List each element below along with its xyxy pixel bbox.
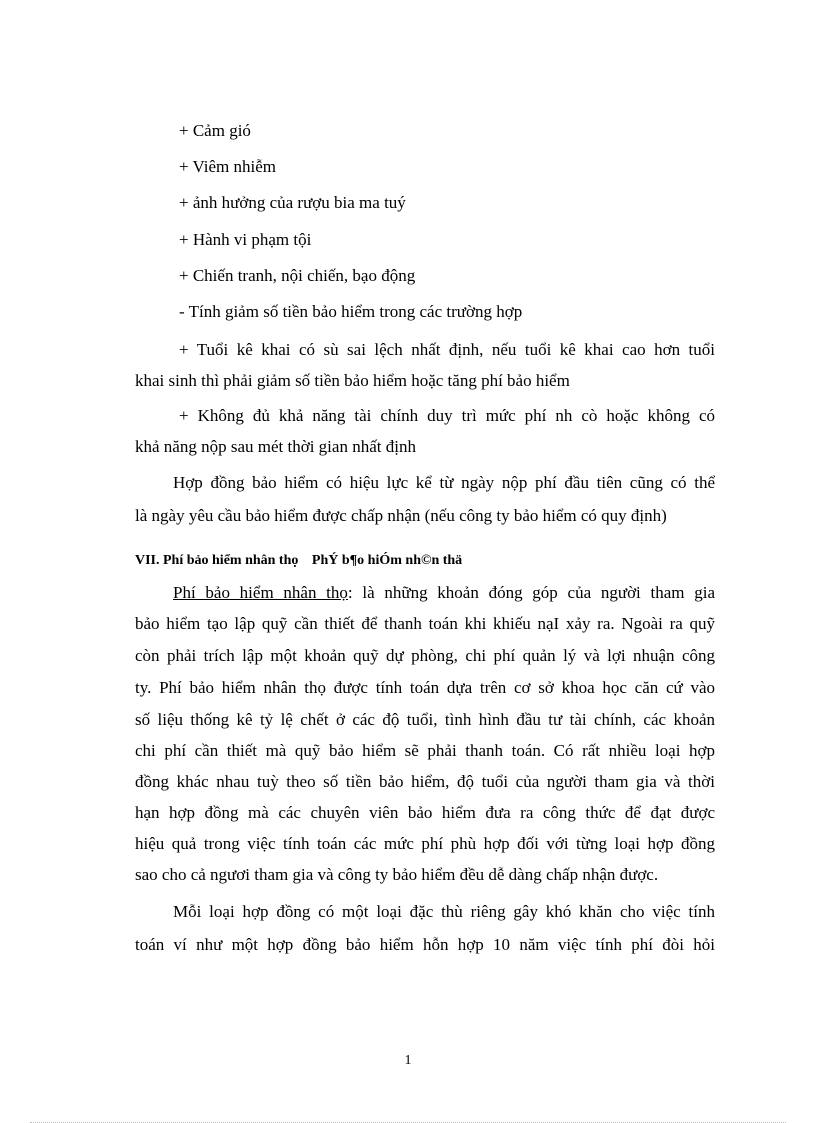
- contract-paragraph-line2: là ngày yêu cầu bảo hiểm được chấp nhận (nếu công ty bảo hiểm có quy định): [135, 506, 667, 525]
- premium-paragraph-line: ty. Phí bảo hiểm nhân thọ được tính toán dựa trên cơ sở khoa học căn cứ vào: [135, 678, 715, 697]
- reduce-item-age-line1: + Tuổi kê khai có sù sai lệch nhất định, nếu tuổi kê khai cao hơn tuổi: [179, 340, 715, 359]
- exclusion-item-war: + Chiến tranh, nội chiến, bạo động: [179, 266, 416, 285]
- premium-paragraph-line: hạn hợp đồng mà các chuyên viên bảo hiểm đưa ra công thức để đạt được: [135, 803, 715, 822]
- premium-paragraph-line: đồng khác nhau tuỳ theo số tiền bảo hiểm, độ tuổi của người tham gia và thời: [135, 772, 715, 791]
- page-number: 1: [404, 1053, 412, 1068]
- exclusion-item-alcohol: + ảnh hưởng của rượu bia ma tuý: [179, 193, 406, 212]
- final-paragraph-line1: Mỗi loại hợp đồng có một loại đặc thù riêng gây khó khăn cho việc tính: [173, 902, 715, 921]
- premium-paragraph-line: còn phải trích lập một khoản quỹ dự phòng, chi phí quản lý và lợi nhuận công: [135, 646, 715, 665]
- reduce-item-finance-line1: + Không đủ khả năng tài chính duy trì mức phí nh cò hoặc không có: [179, 406, 715, 425]
- section-heading-garbled: PhÝ b¶o hiÓm nh©n thä: [311, 553, 463, 568]
- reduce-item-finance-line2: khả năng nộp sau mét thời gian nhất định: [135, 437, 416, 456]
- premium-paragraph-line: chi phí cần thiết mà quỹ bảo hiểm sẽ phải thanh toán. Có rất nhiều loại hợp: [135, 741, 715, 760]
- exclusion-item-cold: + Cảm gió: [179, 121, 251, 140]
- premium-paragraph-line: số liệu thống kê tỷ lệ chết ở các độ tuổi, tình hình đầu tư tài chính, các khoản: [135, 710, 715, 729]
- final-paragraph-line2: toán ví như một hợp đồng bảo hiểm hỗn hợp 10 năm việc tính phí đòi hỏi: [135, 935, 715, 954]
- premium-definition-start: : là những khoản đóng góp của người tham gia: [347, 583, 716, 602]
- contract-paragraph-line1: Hợp đồng bảo hiểm có hiệu lực kể từ ngày nộp phí đầu tiên cũng có thể: [173, 473, 715, 492]
- premium-paragraph-line1: [135, 583, 715, 603]
- reduce-heading: - Tính giảm số tiền bảo hiểm trong các trường hợp: [179, 302, 523, 321]
- premium-term: Phí bảo hiểm nhân thọ: [173, 583, 348, 602]
- exclusion-item-infection: + Viêm nhiễm: [179, 157, 277, 176]
- exclusion-item-crime: + Hành vi phạm tội: [179, 230, 312, 249]
- reduce-item-age-line2: khai sinh thì phải giảm số tiền bảo hiểm hoặc tăng phí bảo hiểm: [135, 371, 570, 390]
- premium-paragraph-line: hiệu quả trong việc tính toán các mức phí phù hợp đối với từng loại hợp đồng: [135, 834, 715, 853]
- premium-paragraph-last-line: sao cho cả ngươi tham gia và công ty bảo hiểm đều dễ dàng chấp nhận được.: [135, 865, 659, 884]
- section-heading-main: VII. Phí bảo hiểm nhân thọ: [135, 553, 299, 568]
- section-heading: [135, 551, 462, 571]
- premium-paragraph-line: bảo hiểm tạo lập quỹ cần thiết để thanh toán khi khiếu nạI xảy ra. Ngoài ra quỹ: [135, 614, 715, 633]
